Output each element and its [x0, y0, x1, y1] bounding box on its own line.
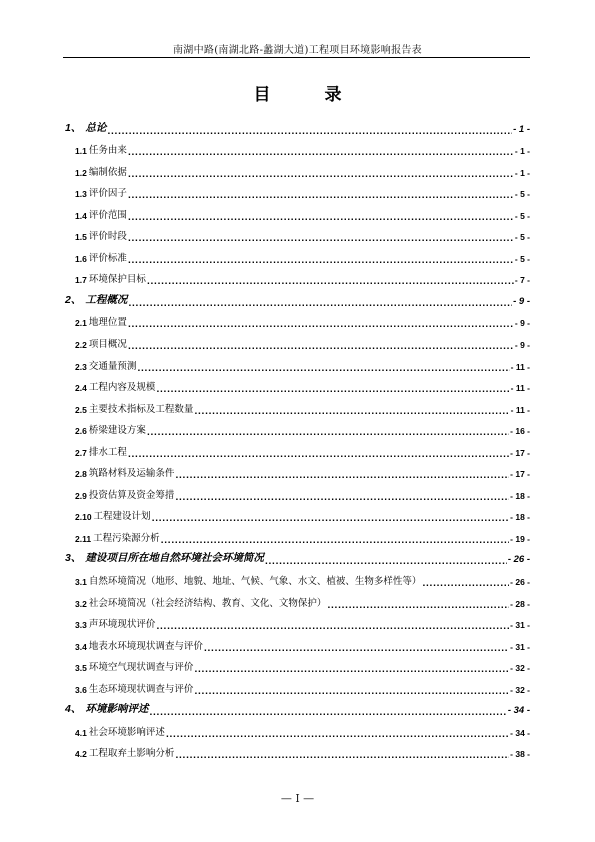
toc-entry-page: - 18 - [510, 512, 530, 523]
toc-dot-leader [128, 448, 509, 458]
toc-entry-page: - 9 - [513, 295, 530, 307]
toc-section-entry[interactable] [63, 328, 530, 350]
toc-entry-title: 评价因子 [88, 188, 127, 200]
toc-entry-number: 1.7 [75, 275, 87, 286]
toc-entry-page: - 19 - [510, 533, 530, 544]
toc-dot-leader [156, 384, 509, 394]
toc-entry-page: - 32 - [510, 663, 530, 674]
toc-dot-leader [327, 599, 509, 609]
toc-entry-page: - 5 - [514, 253, 530, 264]
toc-dot-leader [107, 124, 512, 135]
toc-dot-leader [194, 405, 509, 415]
toc-entry-number: 3.3 [75, 620, 87, 631]
toc-entry-page: - 11 - [510, 404, 530, 415]
toc-section-entry[interactable] [63, 135, 530, 157]
toc-entry-number: 2.3 [75, 361, 87, 372]
toc-dot-leader [422, 578, 509, 588]
toc-dot-leader [128, 254, 514, 264]
toc-dot-leader [128, 296, 512, 307]
toc-section-entry[interactable] [63, 609, 530, 631]
toc-dot-leader [194, 664, 509, 674]
toc-dot-leader [128, 233, 514, 243]
toc-section-entry[interactable] [63, 350, 530, 372]
toc-section-entry[interactable] [63, 673, 530, 695]
toc-entry-number: 4.1 [75, 727, 87, 738]
toc-entry-page: - 31 - [510, 620, 530, 631]
toc-section-entry[interactable] [63, 393, 530, 415]
toc-entry-number: 4、 [65, 703, 82, 716]
toc-entry-title: 交通量预测 [88, 360, 137, 372]
toc-entry-page: - 9 - [514, 318, 530, 329]
toc-section-entry[interactable] [63, 372, 530, 394]
toc-section-entry[interactable] [63, 587, 530, 609]
toc-section-entry[interactable] [63, 738, 530, 760]
toc-entry-page: - 26 - [510, 577, 530, 588]
page-number: — I — [280, 792, 315, 805]
toc-entry-number: 1.1 [75, 146, 87, 157]
toc-section-entry[interactable] [63, 458, 530, 480]
toc-entry-number: 3.4 [75, 641, 87, 652]
toc-entry-title: 桥梁建设方案 [88, 425, 146, 437]
toc-entry-title: 筑路材料及运输条件 [88, 468, 175, 480]
toc-section-entry[interactable] [63, 479, 530, 501]
toc-entry-page: - 1 - [514, 167, 530, 178]
toc-entry-page: - 38 - [510, 749, 530, 760]
toc-entry-title: 工程内容及规模 [88, 382, 156, 394]
toc-entry-page: - 32 - [510, 684, 530, 695]
toc-entry-title: 生态环境现状调查与评价 [88, 683, 194, 695]
toc-entry-number: 2、 [65, 293, 82, 306]
toc-dot-leader [128, 319, 514, 329]
toc-entry-page: - 17 - [510, 447, 530, 458]
toc-dot-leader [166, 728, 509, 738]
toc-entry-page: - 7 - [514, 275, 530, 286]
toc-section-entry[interactable] [63, 436, 530, 458]
toc-entry-title: 自然环境简况（地形、地貌、地址、气候、气象、水文、植被、生物多样性等） [88, 576, 422, 588]
toc-dot-leader [128, 147, 514, 157]
toc-title: 目 录 [253, 85, 366, 105]
table-of-contents [63, 113, 530, 759]
toc-section-entry[interactable] [63, 522, 530, 544]
toc-entry-number: 2.9 [75, 490, 87, 501]
toc-dot-leader [265, 555, 507, 566]
toc-entry-number: 1、 [65, 121, 82, 134]
toc-entry-number: 3.2 [75, 598, 87, 609]
toc-section-entry[interactable] [63, 307, 530, 329]
toc-entry-number: 3、 [65, 552, 82, 565]
toc-entry-number: 1.4 [75, 210, 87, 221]
toc-entry-title: 建设项目所在地自然环境社会环境简况 [85, 552, 264, 565]
toc-entry-title: 地理位置 [88, 317, 127, 329]
toc-entry-page: - 11 - [510, 361, 530, 372]
toc-entry-page: - 1 - [514, 146, 530, 157]
toc-entry-title: 社会环境简况（社会经济结构、教育、文化、文物保护） [88, 597, 327, 609]
toc-section-entry[interactable] [63, 156, 530, 178]
toc-entry-title: 社会环境影响评述 [88, 726, 165, 738]
toc-entry-page: - 17 - [510, 469, 530, 480]
toc-dot-leader [175, 491, 509, 501]
toc-entry-number: 2.7 [75, 447, 87, 458]
toc-entry-number: 1.2 [75, 167, 87, 178]
toc-entry-number: 2.8 [75, 469, 87, 480]
toc-entry-title: 环境空气现状调查与评价 [88, 662, 194, 674]
toc-chapter-entry[interactable] [63, 113, 530, 135]
toc-entry-number: 2.6 [75, 426, 87, 437]
toc-section-entry[interactable] [63, 652, 530, 674]
toc-dot-leader [194, 685, 509, 695]
toc-entry-title: 任务由来 [88, 145, 127, 157]
toc-entry-title: 主要技术指标及工程数量 [88, 403, 194, 415]
toc-entry-page: - 11 - [510, 383, 530, 394]
toc-entry-number: 3.1 [75, 577, 87, 588]
toc-section-entry[interactable] [63, 501, 530, 523]
toc-entry-title: 排水工程 [88, 446, 127, 458]
header-divider [63, 57, 530, 58]
toc-section-entry[interactable] [63, 716, 530, 738]
toc-dot-leader [161, 534, 510, 544]
toc-dot-leader [128, 211, 514, 221]
toc-dot-leader [175, 470, 509, 480]
toc-entry-page: - 34 - [507, 705, 530, 717]
toc-section-entry[interactable] [63, 415, 530, 437]
toc-dot-leader [156, 621, 509, 631]
toc-entry-number: 3.6 [75, 684, 87, 695]
toc-entry-page: - 18 - [510, 490, 530, 501]
toc-entry-title: 评价范围 [88, 209, 127, 221]
toc-entry-number: 1.6 [75, 253, 87, 264]
toc-entry-title: 工程概况 [85, 293, 128, 306]
toc-entry-number: 2.10 [75, 512, 92, 523]
toc-entry-title: 总论 [85, 121, 107, 134]
toc-entry-page: - 9 - [514, 340, 530, 351]
toc-entry-page: - 1 - [513, 123, 530, 135]
toc-chapter-entry[interactable] [63, 285, 530, 307]
toc-section-entry[interactable] [63, 221, 530, 243]
toc-section-entry[interactable] [63, 565, 530, 587]
toc-entry-title: 地表水环境现状调查与评价 [88, 640, 203, 652]
toc-dot-leader [128, 341, 514, 351]
toc-entry-number: 2.5 [75, 404, 87, 415]
toc-entry-title: 环境影响评述 [85, 703, 149, 716]
toc-entry-title: 工程取弃土影响分析 [88, 748, 175, 760]
toc-entry-title: 投资估算及资金筹措 [88, 489, 175, 501]
toc-entry-page: - 31 - [510, 641, 530, 652]
toc-section-entry[interactable] [63, 242, 530, 264]
toc-entry-title: 工程污染源分析 [93, 532, 160, 544]
toc-entry-number: 2.1 [75, 318, 87, 329]
toc-entry-number: 2.2 [75, 340, 87, 351]
toc-dot-leader [128, 168, 514, 178]
toc-entry-title: 项目概况 [88, 339, 127, 351]
toc-dot-leader [152, 513, 510, 523]
toc-entry-page: - 5 - [514, 189, 530, 200]
toc-entry-title: 编制依据 [88, 166, 127, 178]
toc-chapter-entry[interactable] [63, 695, 530, 717]
toc-section-entry[interactable] [63, 199, 530, 221]
toc-dot-leader [128, 190, 514, 200]
running-header: 南湖中路(南湖北路-蠡湖大道)工程项目环境影响报告表 [173, 45, 422, 56]
toc-entry-number: 1.3 [75, 189, 87, 200]
toc-entry-title: 评价时段 [88, 231, 127, 243]
toc-entry-page: - 16 - [510, 426, 530, 437]
toc-entry-number: 3.5 [75, 663, 87, 674]
toc-dot-leader [147, 427, 509, 437]
toc-dot-leader [137, 362, 509, 372]
toc-entry-page: - 5 - [514, 210, 530, 221]
toc-section-entry[interactable] [63, 630, 530, 652]
toc-entry-title: 评价标准 [88, 252, 127, 264]
toc-section-entry[interactable] [63, 178, 530, 200]
toc-dot-leader [147, 276, 514, 286]
toc-dot-leader [204, 642, 509, 652]
toc-entry-title: 声环境现状评价 [88, 619, 156, 631]
toc-section-entry[interactable] [63, 264, 530, 286]
toc-dot-leader [175, 750, 509, 760]
toc-entry-number: 2.11 [75, 533, 92, 544]
toc-entry-title: 工程建设计划 [93, 511, 151, 523]
toc-entry-title: 环境保护目标 [88, 274, 146, 286]
toc-entry-page: - 5 - [514, 232, 530, 243]
toc-chapter-entry[interactable] [63, 544, 530, 566]
toc-entry-number: 4.2 [75, 749, 87, 760]
toc-entry-page: - 28 - [510, 598, 530, 609]
toc-entry-number: 1.5 [75, 232, 87, 243]
toc-entry-page: - 26 - [507, 554, 530, 566]
toc-entry-number: 2.4 [75, 383, 87, 394]
toc-entry-page: - 34 - [510, 727, 530, 738]
toc-dot-leader [149, 706, 506, 717]
